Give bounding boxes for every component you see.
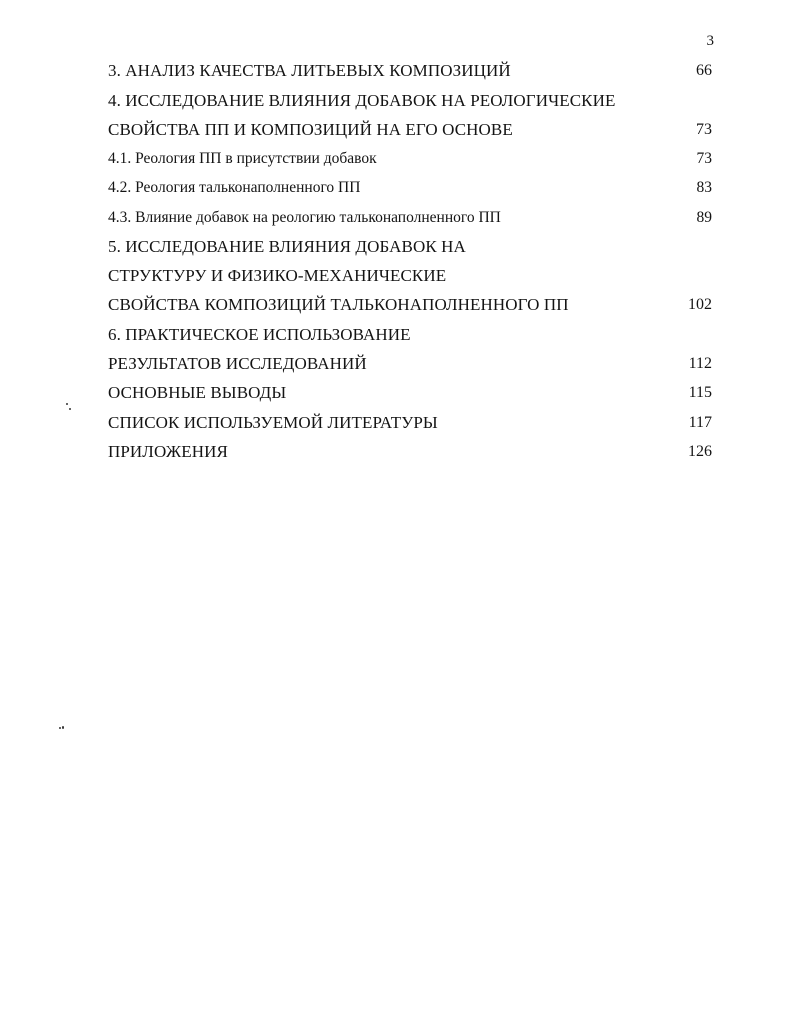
toc-entry (108, 381, 712, 405)
toc-entry-page: 73 (696, 150, 712, 167)
toc-entry (108, 440, 712, 464)
toc-entry-title: ПРИЛОЖЕНИЯ (108, 442, 228, 461)
scan-speck (69, 408, 71, 410)
scan-speck (66, 403, 68, 405)
toc-entry (108, 352, 712, 376)
toc-entry (108, 293, 712, 317)
toc-entry-page: 126 (688, 443, 712, 460)
toc-entry-title: СВОЙСТВА ПП И КОМПОЗИЦИЙ НА ЕГО ОСНОВЕ (108, 120, 513, 139)
toc-entry-title: 5. ИССЛЕДОВАНИЕ ВЛИЯНИЯ ДОБАВОК НА (108, 237, 466, 256)
toc-entry-title: 3. АНАЛИЗ КАЧЕСТВА ЛИТЬЕВЫХ КОМПОЗИЦИЙ (108, 61, 511, 80)
toc-entry-title: СВОЙСТВА КОМПОЗИЦИЙ ТАЛЬКОНАПОЛНЕННОГО ПП (108, 295, 569, 314)
toc-entry (108, 411, 712, 435)
toc-entry (108, 147, 712, 171)
toc-entry-page: 112 (688, 355, 712, 372)
toc-entry-title: РЕЗУЛЬТАТОВ ИССЛЕДОВАНИЙ (108, 354, 367, 373)
toc-entry (108, 323, 712, 347)
toc-entry-page: 83 (696, 179, 712, 196)
toc-entry-page: 115 (688, 384, 712, 401)
toc-entry-title: СТРУКТУРУ И ФИЗИКО-МЕХАНИЧЕСКИЕ (108, 266, 447, 285)
toc-entry-page: 102 (688, 296, 712, 313)
scan-speck (62, 726, 64, 729)
toc-entry-title: 4.3. Влияние добавок на реологию тальконаполненного ПП (108, 209, 501, 226)
scan-speck (59, 727, 61, 729)
toc-entry (108, 176, 712, 200)
page-number: 3 (706, 33, 714, 49)
toc-entry (108, 264, 712, 288)
toc-entry-page: 73 (696, 121, 712, 138)
toc-entry-title: СПИСОК ИСПОЛЬЗУЕМОЙ ЛИТЕРАТУРЫ (108, 413, 438, 432)
toc-entry (108, 118, 712, 142)
toc-entry-title: 4. ИССЛЕДОВАНИЕ ВЛИЯНИЯ ДОБАВОК НА РЕОЛОГИЧЕСКИЕ (108, 91, 616, 110)
toc-entry-title: 4.1. Реология ПП в присутствии добавок (108, 150, 377, 167)
toc-entry (108, 59, 712, 83)
toc-entry-title: 6. ПРАКТИЧЕСКОЕ ИСПОЛЬЗОВАНИЕ (108, 325, 411, 344)
toc-entry-page: 66 (696, 62, 712, 79)
toc-entry-page: 89 (696, 209, 712, 226)
toc-entry-page: 117 (688, 414, 712, 431)
toc-entry (108, 235, 712, 259)
toc-entry-title: ОСНОВНЫЕ ВЫВОДЫ (108, 383, 287, 402)
toc-entry (108, 89, 712, 113)
toc-entry (108, 206, 712, 230)
toc-entry-title: 4.2. Реология тальконаполненного ПП (108, 179, 361, 196)
